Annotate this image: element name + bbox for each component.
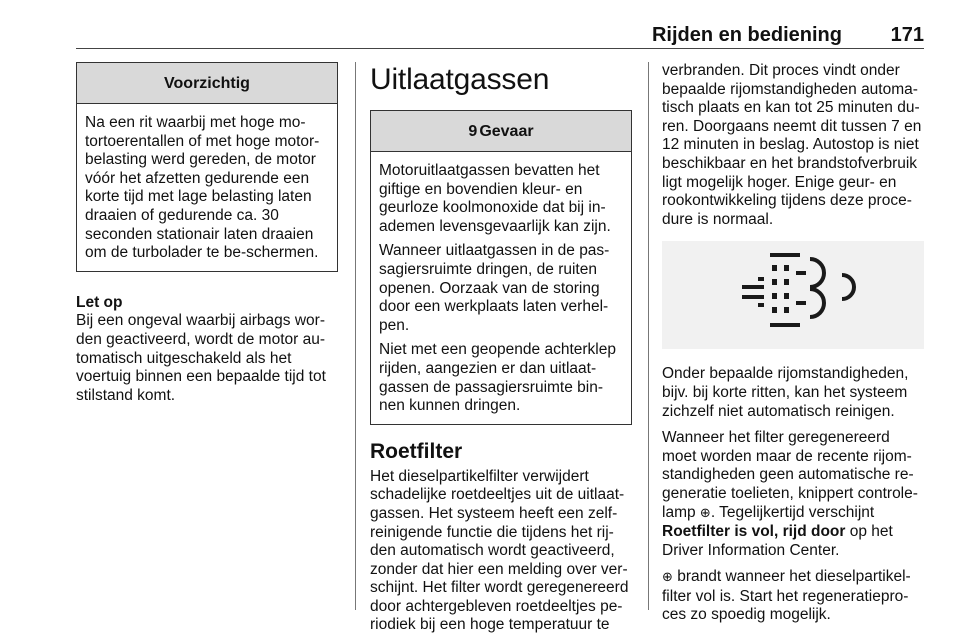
diesel-particulate-filter-icon	[662, 241, 924, 349]
column-2	[370, 62, 632, 635]
body-paragraph: Onder bepaalde rijomstandigheden, bijv. bij korte ritten, kan het systeem zichzelf niet automatisch reinigen.	[662, 365, 909, 420]
column-divider-1	[355, 62, 356, 610]
caution-box	[76, 62, 338, 272]
body-paragraph: verbranden. Dit proces vindt onder bepaalde rijomstandigheden automa-tisch plaats en kan tot 25 minuten du-ren. Doorgaans neemt dit tussen 7 en 12 minuten in beslag. Autostop is niet beschikbaar en het brandstofverbruik ligt mogelijk hoger. Enige geur- en rookontwikkeling tijdens deze proce-dure is normaal.	[662, 62, 922, 228]
danger-header	[371, 111, 631, 152]
danger-paragraph: Niet met een geopende achterklep rijden, aangezien er dan uitlaat-gassen de passagiersruimte bin-nen kunnen dringen.	[379, 341, 616, 415]
note-title: Let op	[76, 293, 123, 311]
danger-box	[370, 110, 632, 425]
column-3	[662, 62, 924, 625]
subsection-heading: Roetfilter	[370, 439, 463, 463]
column-divider-2	[648, 62, 649, 610]
body-paragraph: Wanneer het filter geregenereerd moet worden maar de recente rijom-standigheden geen automatische re-generatie toelieten, knippert controle-lamp ⊕. Tegelijkertijd verschijnt Roetfilter is vol, rijd door op het Driver Information Center.	[662, 429, 918, 559]
page-header	[76, 0, 924, 49]
message-text: Roetfilter is vol, rijd door	[662, 523, 846, 541]
header-title: Rijden en bediening	[651, 24, 842, 46]
danger-title: Gevaar	[479, 123, 534, 140]
body-paragraph: ⊕ brandt wanneer het dieselpartikel-filter vol is. Start het regeneratiepro-ces zo spoedig mogelijk.	[662, 568, 911, 624]
column-1	[76, 62, 338, 405]
caution-title: Voorzichtig	[77, 63, 337, 104]
dpf-symbol-icon	[662, 241, 924, 349]
body-paragraph: Het dieselpartikelfilter verwijdert schadelijke roetdeeltjes uit de uitlaat-gassen. Het systeem heeft een zelf-reinigende functie die tijdens het rij-den automatisch wordt geactiveerd, zonder dat hier een melding over ver-schijnt. Het filter wordt geregenereerd door achtergebleven roetdeeltjes pe-riodiek bij een hoge temperatuur te	[370, 467, 629, 634]
filter-warning-lamp-icon: ⊕	[662, 570, 673, 586]
danger-paragraph: Motoruitlaatgassen bevatten het giftige en bovendien kleur- en geurloze koolmonoxide dat bij in-ademen levensgevaarlijk kan zijn.	[379, 162, 611, 235]
danger-paragraph: Wanneer uitlaatgassen in de pas-sagiersruimte dringen, de ruiten openen. Oorzaak van de storing door een werkplaats laten verhel-pen.	[379, 242, 610, 334]
filter-warning-lamp-icon: ⊕	[699, 505, 711, 521]
note-text: Bij een ongeval waarbij airbags wor-den geactiveerd, wordt de motor au-tomatisch uitgeschakeld als het voertuig binnen een bepaalde tijd tot stilstand komt.	[76, 312, 326, 404]
section-heading: Uitlaatgassen	[370, 63, 550, 96]
warning-icon: 9	[468, 123, 478, 140]
caution-text: Na een rit waarbij met hoge mo-tortoerentallen of met hoge motor-belasting werd gereden, de motor vóór het afzetten gedurende een korte tijd met lage belasting laten draaien of gedurende ca. 30 seconden stationair laten draaien om de turbolader te be-schermen.	[85, 114, 320, 262]
page-number: 171	[890, 24, 924, 46]
